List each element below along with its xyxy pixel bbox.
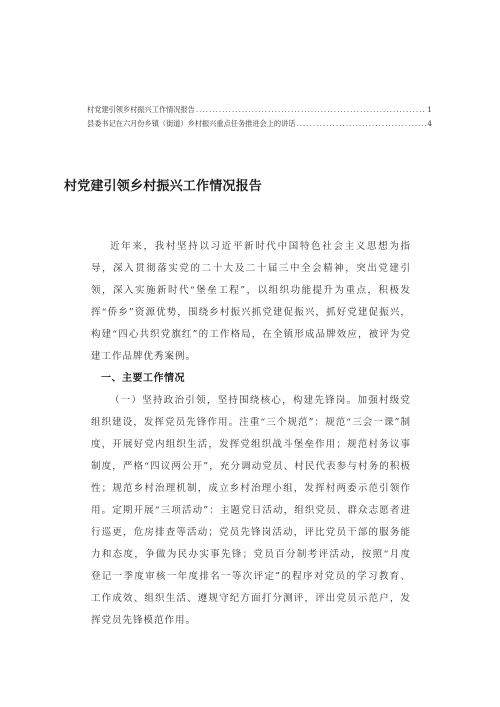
toc-entry-page: 1 [427,105,432,114]
toc-entry-page: 4 [427,119,432,128]
intro-paragraph: 近年来，我村坚持以习近平新时代中国特色社会主义思想为指导，深入贯彻落实党的二十大及二十届三中全会精神，突出党建引领，深入实施新时代“堡垒工程”，以组织功能提升为重点，积极发挥“侨乡”资源优势，围绕乡村振兴抓党建促振兴，抓好党建促振兴，构建“四心共织党旗红”的工作格局，在全镇形成品牌效应，被评为党建工作品牌优秀案例。 [91,241,411,362]
report-title: 村党建引领乡村振兴工作情况报告 [64,179,263,194]
toc-leader-dots [296,117,426,131]
toc-entry[interactable] [87,103,432,117]
toc-entry-title: 县委书记在六月份乡镇（街道）乡村振兴重点任务推进会上的讲话 [87,119,296,128]
section-heading: 一、主要工作情况 [101,373,185,384]
report-body [91,236,411,632]
toc-entry-title: 村党建引领乡村振兴工作情况报告 [87,105,195,114]
toc-entry[interactable] [87,117,432,131]
table-of-contents [87,103,432,131]
body-paragraph: （一）坚持政治引领，坚持围绕核心，构建先锋岗。加强村级党组织建设，发挥党员先锋作用。注重“三个规范”：规范“三会一课”制度，开展好党内组织生活，发挥党组织战斗堡垒作用；规范村务议事制度，严格“四议两公开”，充分调动党员、村民代表参与村务的积极性；规范乡村治理机制，成立乡村治理小组，发挥村两委示范引领作用。定期开展“三项活动”：主题党日活动，组织党员、群众志愿者进行巡更，危房排查等活动；党员先锋岗活动，评比党员干部的服务能力和态度，争做为民办实事先锋；党员百分制考评活动，按照“月度登记一季度审核一年度排名一等次评定”的程序对党员的学习教育、工作成效、组织生活、遵规守纪方面打分测评，评出党员示范户，发挥党员先锋模范作用。 [91,395,411,626]
toc-leader-dots [196,103,427,117]
